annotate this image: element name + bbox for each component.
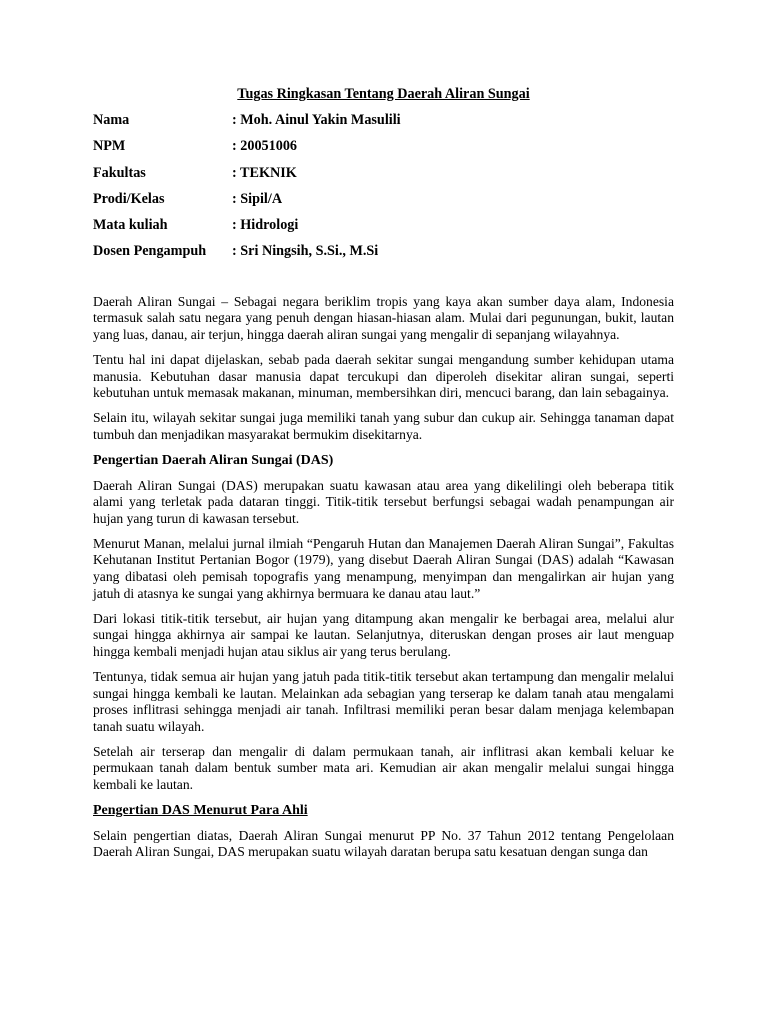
info-value: : Sri Ningsih, S.Si., M.Si: [232, 243, 379, 260]
ahli-paragraph-1: Selain pengertian diatas, Daerah Aliran Sungai menurut PP No. 37 Tahun 2012 tentang Pengelolaan Daerah Aliran Sungai, DAS merupakan suatu wilayah daratan berupa satu kesatuan dengan sunga dan: [93, 827, 674, 860]
das-paragraph-2: Menurut Manan, melalui jurnal ilmiah “Pengaruh Hutan dan Manajemen Daerah Aliran Sungai”, Fakultas Kehutanan Institut Pertanian Bogor (1979), yang disebut Daerah Aliran Sungai (DAS) adalah “Kawasan yang dibatasi oleh pemisah topografis yang menampung, menyimpan dan mengalirkan air hujan yang jatuh di atasnya ke sungai yang akhirnya bermuara ke danau atau laut.”: [93, 535, 674, 601]
das-paragraph-1: Daerah Aliran Sungai (DAS) merupakan suatu kawasan atau area yang dikelilingi oleh beberapa titik alami yang terletak pada dataran tinggi. Titik-titik tersebut berfungsi sebagai wadah penampungan air hujan yang turun di kawasan tersebut.: [93, 477, 674, 526]
das-paragraph-4: Tentunya, tidak semua air hujan yang jatuh pada titik-titik tersebut akan tertampung dan mengalir melalui sungai hingga kembali ke lautan. Melainkan ada sebagian yang terserap ke dalam tanah atau mengalami proses inflitrasi sehingga menjadi air tanah. Infiltrasi memiliki peran besar dalam menjaga kelembapan tanah suatu wilayah.: [93, 668, 674, 734]
info-value: : Sipil/A: [232, 190, 283, 207]
info-row-fakultas: [93, 165, 674, 182]
section-heading-para-ahli: Pengertian DAS Menurut Para Ahli: [93, 803, 308, 819]
info-value: : Hidrologi: [232, 217, 299, 234]
info-label: Dosen Pengampuh: [93, 243, 207, 260]
document-title: Tugas Ringkasan Tentang Daerah Aliran Sungai: [237, 86, 530, 102]
section-heading-das: Pengertian Daerah Aliran Sungai (DAS): [93, 453, 334, 469]
info-row-mata-kuliah: [93, 217, 674, 234]
das-paragraph-3: Dari lokasi titik-titik tersebut, air hujan yang ditampung akan mengalir ke berbagai area, melalui alur sungai hingga akhirnya air sampai ke lautan. Selanjutnya, diteruskan dengan proses air laut menguap hingga kembali menjadi hujan atau siklus air yang terus berulang.: [93, 610, 674, 659]
info-row-dosen: [93, 243, 674, 260]
info-value: : Moh. Ainul Yakin Masulili: [232, 112, 401, 128]
info-label: Fakultas: [93, 164, 146, 181]
info-label: Nama: [93, 112, 130, 128]
info-row-prodi: [93, 191, 674, 208]
intro-paragraph-1: Daerah Aliran Sungai – Sebagai negara beriklim tropis yang kaya akan sumber daya alam, Indonesia termasuk salah satu negara yang penuh dengan hiasan-hiasan alam. Mulai dari pegunungan, bukit, lautan yang luas, danau, air terjun, hingga daerah aliran sungai yang mengalir di sepanjang wilayahnya.: [93, 293, 674, 342]
info-row-npm: [93, 138, 674, 155]
intro-paragraph-2: Tentu hal ini dapat dijelaskan, sebab pada daerah sekitar sungai mengandung sumber kehidupan utama manusia. Kebutuhan dasar manusia dapat tercukupi dan diperoleh disekitar aliran sungai, seperti kebutuhan untuk memasak makanan, minuman, membersihkan diri, mencuci barang, dan lain sebagainya.: [93, 352, 674, 401]
student-info: [93, 112, 674, 260]
das-paragraph-5: Setelah air terserap dan mengalir di dalam permukaan tanah, air inflitrasi akan kembali keluar ke permukaan tanah dalam bentuk sumber mata ari. Kemudian air akan mengalir melalui sungai hingga kembali ke lautan.: [93, 743, 674, 793]
info-label: Mata kuliah: [93, 217, 168, 234]
info-label: NPM: [93, 138, 126, 155]
intro-paragraph-3: Selain itu, wilayah sekitar sungai juga memiliki tanah yang subur dan cukup air. Sehingga tanaman dapat tumbuh dan menjadikan masyarakat bermukim disekitarnya.: [93, 410, 674, 442]
info-row-nama: [93, 112, 674, 129]
spacer: [93, 270, 674, 294]
document-body: [93, 86, 674, 869]
info-value: : 20051006: [232, 138, 298, 155]
info-value: : TEKNIK: [232, 164, 297, 181]
info-label: Prodi/Kelas: [93, 190, 165, 207]
